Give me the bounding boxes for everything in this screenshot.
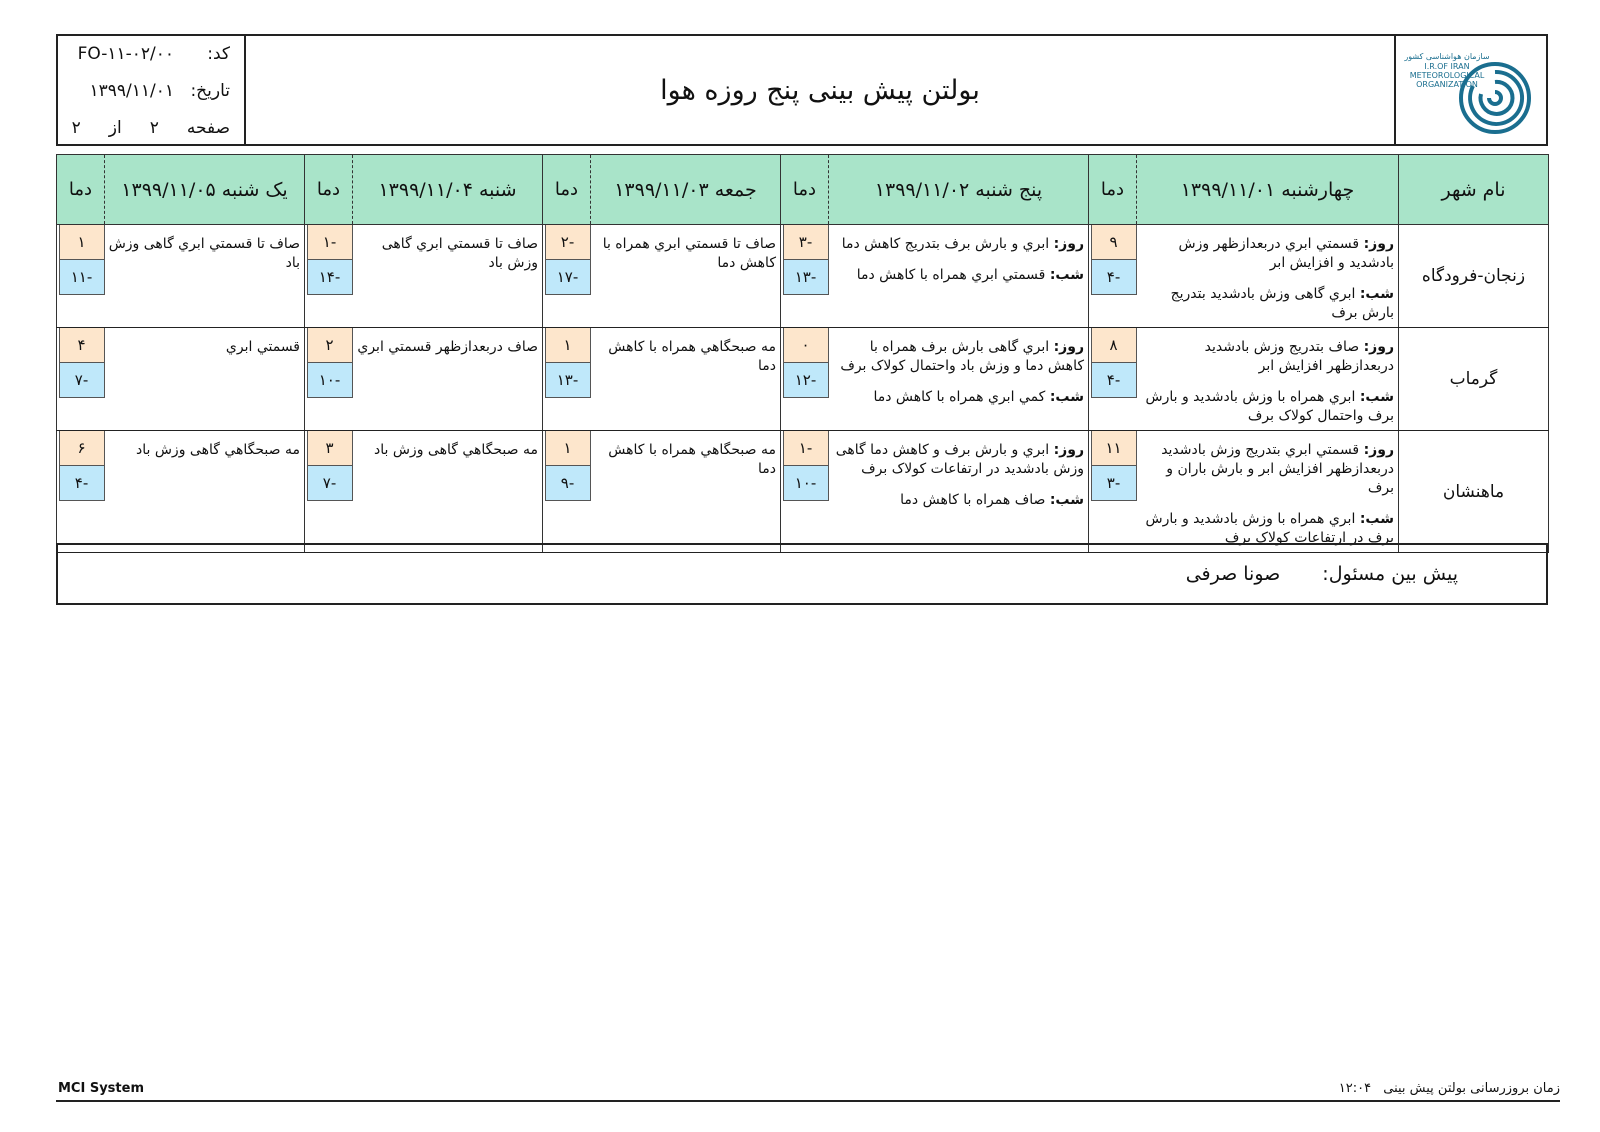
temp-cell xyxy=(781,225,829,328)
day-forecast xyxy=(1141,441,1395,498)
forecast-cell xyxy=(1137,328,1399,431)
min-temp: -۱۳ xyxy=(545,363,591,398)
temp-cell xyxy=(543,225,591,328)
day-label: روز: xyxy=(1053,236,1084,252)
min-temp: -۱۰ xyxy=(783,466,829,501)
table-row xyxy=(57,328,1549,431)
max-temp: ۱ xyxy=(545,328,591,363)
city-name: زنجان-فرودگاه xyxy=(1399,225,1549,328)
code-label: کد: xyxy=(207,44,230,64)
min-temp: -۱۳ xyxy=(783,260,829,295)
day-header-3: جمعه ۱۳۹۹/۱۱/۰۳ xyxy=(591,155,781,225)
night-label: شب: xyxy=(1359,286,1394,302)
logo-text-fa: سازمان هواشناسی کشور xyxy=(1404,52,1490,61)
date-row xyxy=(72,81,230,101)
max-temp: -۱ xyxy=(307,225,353,260)
day-text: صاف بتدریج وزش بادشدید دربعدازظهر افزایش ابر xyxy=(1204,339,1394,374)
temp-cell xyxy=(781,328,829,431)
day-header-5: یک شنبه ۱۳۹۹/۱۱/۰۵ xyxy=(105,155,305,225)
day-forecast xyxy=(833,235,1085,254)
footer-divider xyxy=(56,1100,1560,1102)
page-of: از xyxy=(108,118,122,138)
temp-cell xyxy=(1089,328,1137,431)
night-text: ابري گاهی وزش بادشدید بتدریج بارش برف xyxy=(1170,286,1394,321)
forecast-cell xyxy=(829,328,1089,431)
max-temp: ۱۱ xyxy=(1091,431,1137,466)
min-temp: -۱۱ xyxy=(59,260,105,295)
meteorological-organization-logo xyxy=(1403,42,1539,138)
night-label: شب: xyxy=(1049,492,1084,508)
day-header-4: شنبه ۱۳۹۹/۱۱/۰۴ xyxy=(353,155,543,225)
temp-header-1: دما xyxy=(1089,155,1137,225)
max-temp: ۶ xyxy=(59,431,105,466)
max-temp: ۸ xyxy=(1091,328,1137,363)
temp-cell xyxy=(57,431,105,553)
max-temp: ۱ xyxy=(59,225,105,260)
day-forecast xyxy=(1141,235,1395,273)
temp-header-4: دما xyxy=(305,155,353,225)
update-label: زمان بروزرسانی بولتن پیش بینی xyxy=(1383,1081,1560,1096)
forecast-cell xyxy=(829,225,1089,328)
min-temp: -۱۲ xyxy=(783,363,829,398)
max-temp: ۲ xyxy=(307,328,353,363)
max-temp: ۱ xyxy=(545,431,591,466)
day-text: قسمتي ابري دربعدازظهر وزش بادشدید و افزایش ابر xyxy=(1178,236,1394,271)
day-forecast xyxy=(1141,338,1395,376)
night-forecast xyxy=(833,491,1085,510)
temp-cell xyxy=(305,328,353,431)
night-label: شب: xyxy=(1359,511,1394,527)
forecast-cell xyxy=(829,431,1089,553)
day-label: روز: xyxy=(1363,236,1394,252)
city-column-header: نام شهر xyxy=(1399,155,1549,225)
min-temp: -۴ xyxy=(1091,363,1137,398)
logo-text-line2: METEOROLOGICAL xyxy=(1409,71,1485,80)
night-label: شب: xyxy=(1359,389,1394,405)
forecast-cell: صاف دربعدازظهر قسمتي ابري xyxy=(353,328,543,431)
max-temp: -۳ xyxy=(783,225,829,260)
system-name: MCI System xyxy=(58,1081,144,1096)
temp-cell xyxy=(543,328,591,431)
day-label: روز: xyxy=(1363,339,1394,355)
night-label: شب: xyxy=(1049,389,1084,405)
forecast-cell: صاف تا قسمتي ابري همراه با کاهش دما xyxy=(591,225,781,328)
city-name: گرماب xyxy=(1399,328,1549,431)
bulletin-title: بولتن پیش بینی پنج روزه هوا xyxy=(660,74,980,106)
night-text: قسمتي ابري همراه با کاهش دما xyxy=(856,267,1046,283)
temp-cell xyxy=(1089,431,1137,553)
page-label: صفحه xyxy=(186,118,230,138)
night-text: کمي ابري همراه با کاهش دما xyxy=(873,389,1046,405)
min-temp: -۴ xyxy=(1091,260,1137,295)
logo-text-line1: I.R.OF IRAN xyxy=(1424,62,1470,71)
min-temp: -۱۷ xyxy=(545,260,591,295)
night-forecast xyxy=(1141,285,1395,323)
forecaster-name: صونا صرفی xyxy=(1185,563,1281,585)
day-header-2: پنج شنبه ۱۳۹۹/۱۱/۰۲ xyxy=(829,155,1089,225)
day-forecast xyxy=(833,338,1085,376)
table-row xyxy=(57,225,1549,328)
min-temp: -۳ xyxy=(1091,466,1137,501)
logo xyxy=(1394,36,1546,144)
document-meta xyxy=(58,36,246,144)
day-label: روز: xyxy=(1363,442,1394,458)
page-current: ۲ xyxy=(149,118,159,138)
max-temp: ۹ xyxy=(1091,225,1137,260)
forecast-cell: مه صبحگاهي گاهی وزش باد xyxy=(353,431,543,553)
bulletin-header xyxy=(56,34,1548,146)
max-temp: ۰ xyxy=(783,328,829,363)
code-row xyxy=(72,44,230,64)
page-total: ۲ xyxy=(71,118,81,138)
city-name: ماهنشان xyxy=(1399,431,1549,553)
table-row xyxy=(57,431,1549,553)
min-temp: -۱۴ xyxy=(307,260,353,295)
min-temp: -۴ xyxy=(59,466,105,501)
night-forecast xyxy=(833,388,1085,407)
forecast-cell: صاف تا قسمتي ابري گاهی وزش باد xyxy=(353,225,543,328)
temp-cell xyxy=(781,431,829,553)
responsible-forecaster xyxy=(56,543,1548,605)
night-forecast xyxy=(1141,388,1395,426)
temp-cell xyxy=(305,225,353,328)
min-temp: -۷ xyxy=(307,466,353,501)
table-header-row xyxy=(57,155,1549,225)
forecast-cell xyxy=(1137,225,1399,328)
update-time-row xyxy=(1339,1081,1560,1096)
forecast-cell xyxy=(1137,431,1399,553)
night-text: ابري همراه با وزش بادشدید و بارش برف در ارتفاعات کولاک برف xyxy=(1145,511,1394,546)
date-value: ۱۳۹۹/۱۱/۰۱ xyxy=(89,81,174,101)
max-temp: ۴ xyxy=(59,328,105,363)
max-temp: -۲ xyxy=(545,225,591,260)
forecast-cell: صاف تا قسمتي ابري گاهی وزش باد xyxy=(105,225,305,328)
max-temp: -۱ xyxy=(783,431,829,466)
day-text: ابري گاهی بارش برف همراه با کاهش دما و وزش باد واحتمال کولاک برف xyxy=(840,339,1084,374)
temp-header-3: دما xyxy=(543,155,591,225)
day-forecast xyxy=(833,441,1085,479)
min-temp: -۷ xyxy=(59,363,105,398)
logo-text-line3: ORGANIZATION xyxy=(1416,80,1478,89)
temp-cell xyxy=(543,431,591,553)
temp-cell xyxy=(1089,225,1137,328)
forecaster-label: پیش بین مسئول: xyxy=(1322,563,1458,585)
temp-header-5: دما xyxy=(57,155,105,225)
night-text: صاف همراه با کاهش دما xyxy=(900,492,1046,508)
forecast-cell: مه صبحگاهي همراه با کاهش دما xyxy=(591,328,781,431)
forecast-table xyxy=(56,154,1549,553)
night-forecast xyxy=(833,266,1085,285)
update-time: ۱۲:۰۴ xyxy=(1338,1081,1372,1096)
code-value: FO-۱۱-۰۲/۰۰ xyxy=(77,44,174,64)
day-text: ابري و بارش برف و کاهش دما گاهی وزش بادشدید در ارتفاعات کولاک برف xyxy=(835,442,1084,477)
date-label: تاریخ: xyxy=(190,81,230,101)
day-label: روز: xyxy=(1053,339,1084,355)
page-row xyxy=(72,118,230,138)
temp-cell xyxy=(57,225,105,328)
forecast-cell: قسمتي ابري xyxy=(105,328,305,431)
night-label: شب: xyxy=(1049,267,1084,283)
min-temp: -۱۰ xyxy=(307,363,353,398)
day-label: روز: xyxy=(1053,442,1084,458)
temp-cell xyxy=(305,431,353,553)
forecast-cell: مه صبحگاهي گاهی وزش باد xyxy=(105,431,305,553)
day-header-1: چهارشنبه ۱۳۹۹/۱۱/۰۱ xyxy=(1137,155,1399,225)
temp-header-2: دما xyxy=(781,155,829,225)
temp-cell xyxy=(57,328,105,431)
max-temp: ۳ xyxy=(307,431,353,466)
day-text: قسمتي ابري بتدریج وزش بادشدید دربعدازظهر افزایش ابر و بارش باران و برف xyxy=(1161,442,1394,496)
forecast-cell: مه صبحگاهي همراه با کاهش دما xyxy=(591,431,781,553)
day-text: ابري و بارش برف بتدریج کاهش دما xyxy=(841,236,1050,252)
min-temp: -۹ xyxy=(545,466,591,501)
night-text: ابري همراه با وزش بادشدید و بارش برف واحتمال کولاک برف xyxy=(1145,389,1394,424)
